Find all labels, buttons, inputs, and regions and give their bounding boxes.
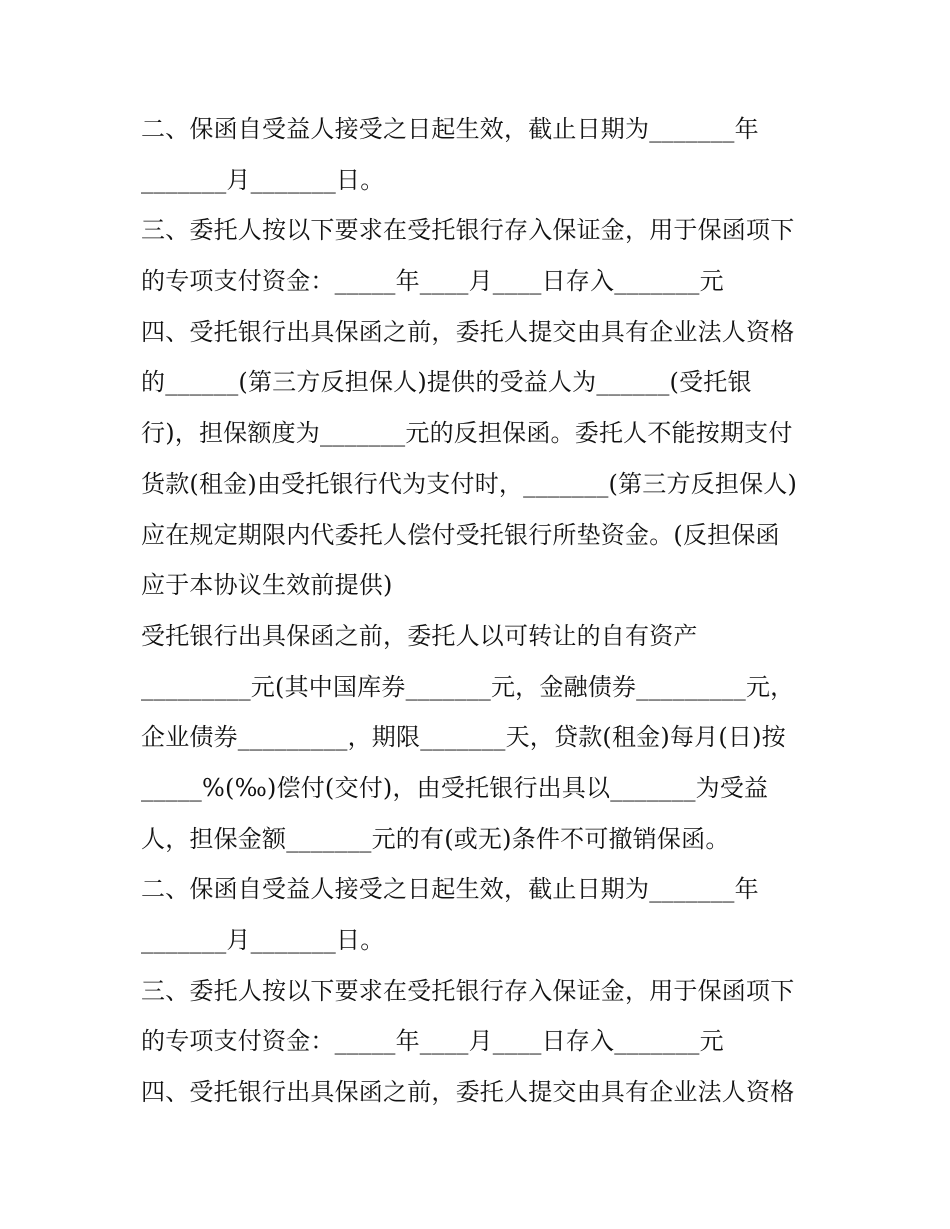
text-line: 三、委托人按以下要求在受托银行存入保证金，用于保函项下 — [141, 976, 795, 1005]
text-line: 四、受托银行出具保函之前，委托人提交由具有企业法人资格 — [141, 317, 795, 346]
text-line: _________元(其中国库券_______元，金融债券_________元， — [141, 672, 795, 701]
text-line: 四、受托银行出具保函之前，委托人提交由具有企业法人资格 — [141, 1078, 795, 1107]
text-line: 受托银行出具保函之前，委托人以可转让的自有资产 — [141, 621, 698, 650]
text-line: 的______(第三方反担保人)提供的受益人为______(受托银 — [141, 368, 752, 397]
text-line: 二、保函自受益人接受之日起生效，截止日期为_______年 — [141, 115, 759, 143]
text-line: 的专项支付资金：_____年____月____日存入_______元 — [141, 267, 724, 296]
text-line: _______月_______日。 — [141, 926, 385, 954]
document-body — [141, 104, 821, 1118]
text-line: 行)，担保额度为_______元的反担保函。委托人不能按期支付 — [141, 419, 793, 448]
text-line: 应于本协议生效前提供) — [141, 571, 393, 600]
text-line: 的专项支付资金：_____年____月____日存入_______元 — [141, 1027, 724, 1056]
text-line: 货款(租金)由受托银行代为支付时，_______(第三方反担保人) — [141, 469, 798, 498]
text-line: _____%(‰)偿付(交付)，由受托银行出具以_______为受益 — [141, 773, 769, 802]
text-line: 应在规定期限内代委托人偿付受托银行所垫资金。(反担保函 — [141, 520, 780, 549]
text-line: 二、保函自受益人接受之日起生效，截止日期为_______年 — [141, 875, 759, 904]
text-line: 人，担保金额_______元的有(或无)条件不可撤销保函。 — [141, 824, 730, 853]
text-line: 三、委托人按以下要求在受托银行存入保证金，用于保函项下 — [141, 216, 795, 245]
text-line: 企业债券_________，期限_______天，贷款(租金)每月(日)按 — [141, 723, 786, 752]
text-line: _______月_______日。 — [141, 165, 385, 194]
